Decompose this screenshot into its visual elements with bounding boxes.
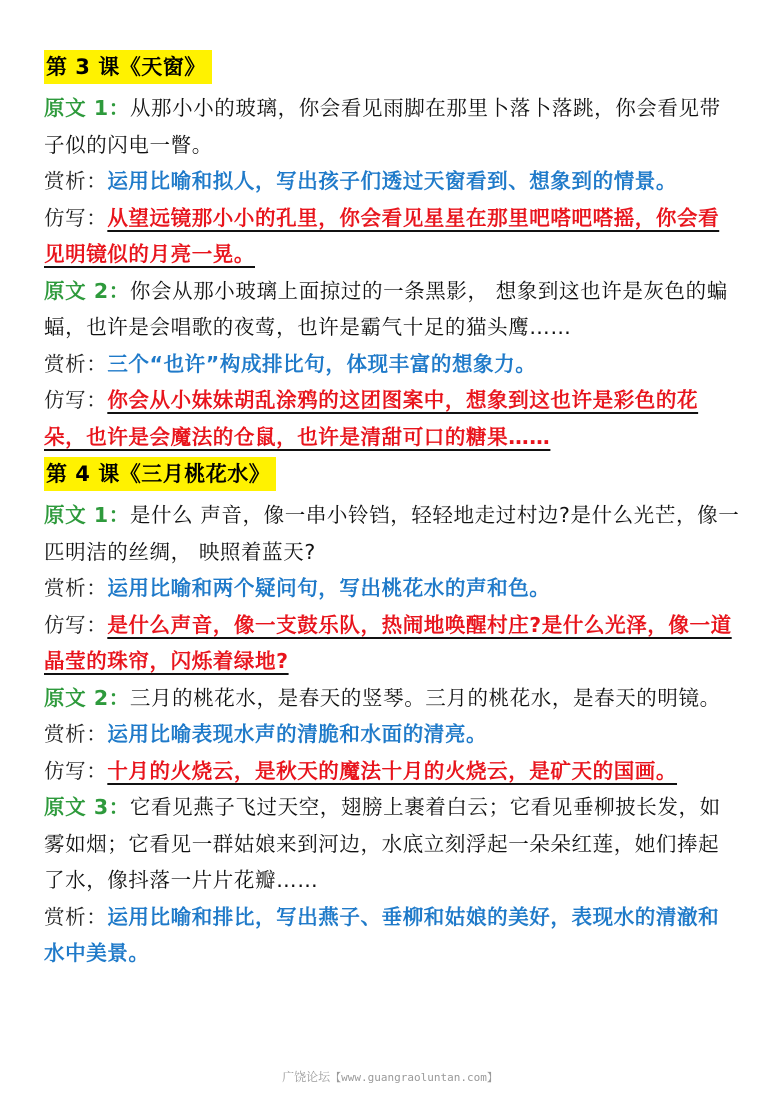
imitation-label: 仿写： [44, 612, 108, 637]
original-text: 你会从那小玻璃上面掠过的一条黑影， 想象到这也许是灰色的蝙蝠，也许是会唱歌的夜莺，也许是霸气十足的猫头鹰…… [44, 278, 728, 339]
original-text: 三月的桃花水，是春天的竖琴。三月的桃花水，是春天的明镜。 [129, 685, 721, 710]
analysis-entry [44, 570, 740, 607]
original-text-entry [44, 680, 740, 717]
lesson-section [44, 50, 740, 455]
analysis-entry [44, 163, 740, 200]
imitation-label: 仿写： [44, 388, 108, 412]
imitation-entry [44, 607, 740, 680]
footer-site-url: 【www.guangraoluntan.com】 [330, 1071, 498, 1084]
analysis-entry [44, 346, 740, 383]
analysis-entry [44, 899, 740, 972]
imitation-entry [44, 200, 740, 273]
analysis-text: 运用比喻和拟人，写出孩子们透过天窗看到、想象到的情景。 [107, 169, 678, 193]
analysis-label: 赏析： [44, 351, 108, 376]
analysis-label: 赏析： [44, 904, 108, 929]
original-label: 原文 2： [44, 685, 130, 710]
analysis-text: 三个“也许”构成排比句，体现丰富的想象力。 [107, 351, 537, 376]
imitation-text: 是什么声音，像一支鼓乐队，热闹地唤醒村庄?是什么光泽，像一道晶莹的珠帘，闪烁着绿地? [44, 612, 732, 673]
analysis-label: 赏析： [44, 169, 108, 193]
lesson-section [44, 457, 740, 972]
imitation-text: 十月的火烧云，是秋天的魔法十月的火烧云，是矿天的国画。 [107, 758, 678, 783]
original-label: 原文 2： [44, 278, 130, 303]
original-label: 原文 1： [44, 96, 130, 120]
imitation-label: 仿写： [44, 758, 108, 783]
original-label: 原文 1： [44, 503, 130, 527]
original-text-entry [44, 497, 740, 570]
lesson-title: 第 4 课《三月桃花水》 [44, 457, 276, 491]
imitation-text: 你会从小妹妹胡乱涂鸦的这团图案中，想象到这也许是彩色的花朵，也许是会魔法的仓鼠，也许是清甜可口的糖果…… [44, 388, 699, 449]
imitation-entry [44, 382, 740, 455]
original-label: 原文 3： [44, 795, 130, 819]
document-page [44, 50, 740, 972]
imitation-text: 从望远镜那小小的孔里，你会看见星星在那里吧嗒吧嗒摇，你会看见明镜似的月亮一晃。 [44, 205, 720, 266]
footer-site-name: 广饶论坛 [282, 1070, 331, 1084]
lesson-title: 第 3 课《天窗》 [44, 50, 212, 84]
analysis-label: 赏析： [44, 722, 108, 746]
imitation-label: 仿写： [44, 205, 108, 230]
analysis-text: 运用比喻和排比，写出燕子、垂柳和姑娘的美好，表现水的清澈和水中美景。 [44, 904, 720, 965]
original-text-entry [44, 273, 740, 346]
analysis-entry [44, 716, 740, 753]
footer-watermark [0, 1068, 780, 1085]
original-text: 从那小小的玻璃，你会看见雨脚在那里卜落卜落跳，你会看见带子似的闪电一瞥。 [44, 96, 721, 157]
imitation-entry [44, 753, 740, 790]
analysis-label: 赏析： [44, 576, 108, 600]
original-text: 是什么 声音，像一串小铃铛，轻轻地走过村边?是什么光芒，像一匹明洁的丝绸， 映照着蓝天? [44, 503, 740, 564]
analysis-text: 运用比喻表现水声的清脆和水面的清亮。 [107, 722, 488, 746]
analysis-text: 运用比喻和两个疑问句，写出桃花水的声和色。 [107, 576, 551, 600]
original-text: 它看见燕子飞过天空，翅膀上裹着白云；它看见垂柳披长发，如雾如烟；它看见一群姑娘来到河边，水底立刻浮起一朵朵红莲，她们捧起了水，像抖落一片片花瓣…… [44, 795, 721, 892]
original-text-entry [44, 789, 740, 899]
original-text-entry [44, 90, 740, 163]
